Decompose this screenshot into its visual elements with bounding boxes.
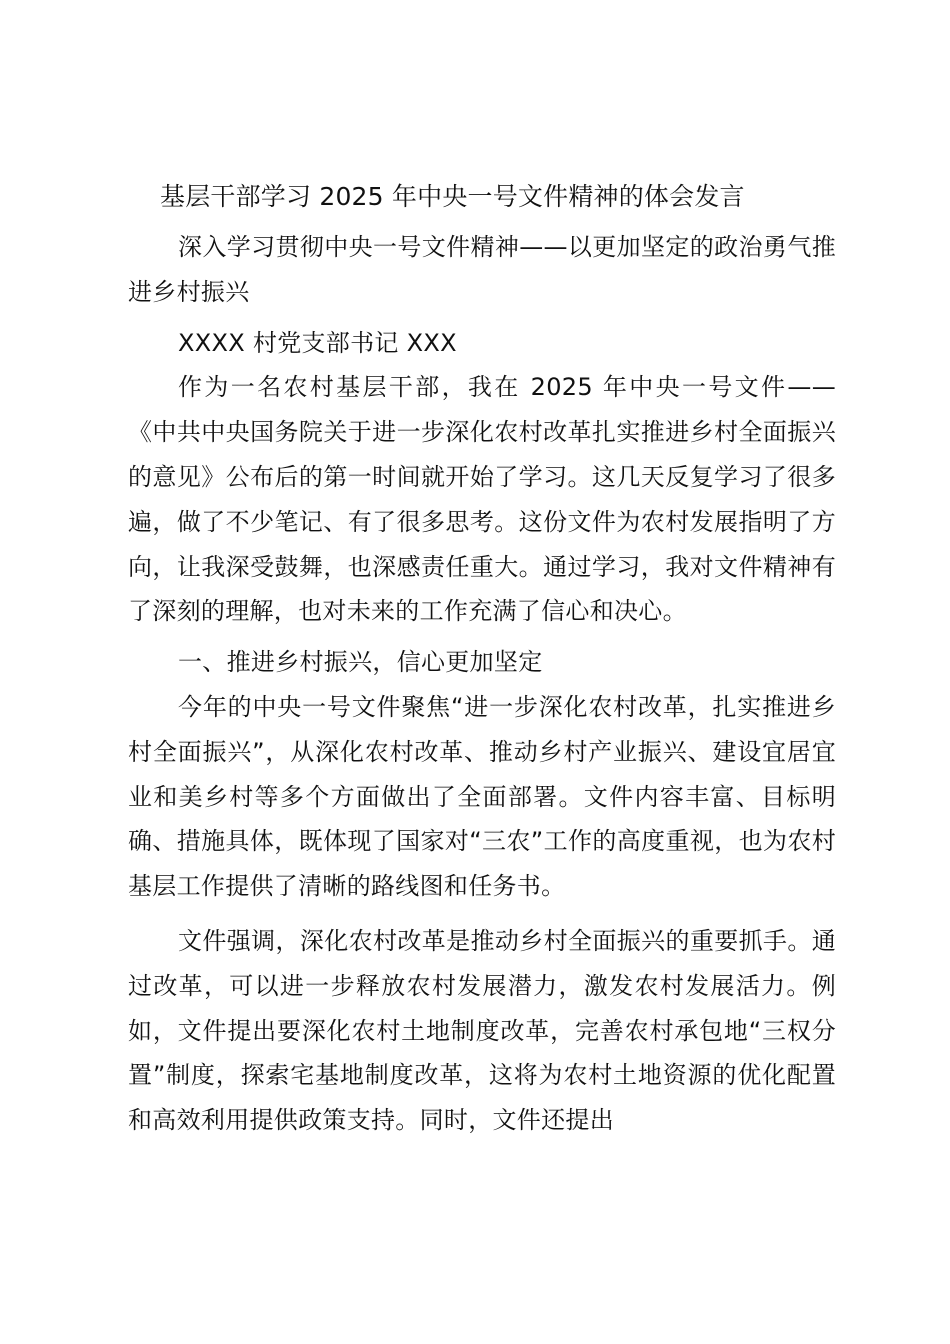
document-author: XXXX 村党支部书记 XXX [178,328,457,357]
paragraph-intro: 作为一名农村基层干部，我在 2025 年中央一号文件——《中共中央国务院关于进一步深化农村改革扎实推进乡村全面振兴的意见》公布后的第一时间就开始了学习。这几天反复学习了很多遍，做了不少笔记、有了很多思考。这份文件为农村发展指明了方向，让我深受鼓舞，也深感责任重大。通过学习，我对文件精神有了深刻的理解，也对未来的工作充满了信心和决心。 [128,373,836,626]
document-subtitle: 深入学习贯彻中央一号文件精神——以更加坚定的政治勇气推进乡村振兴 [128,233,836,306]
paragraph-body: 今年的中央一号文件聚焦“进一步深化农村改革，扎实推进乡村全面振兴”，从深化农村改革、推动乡村产业振兴、建设宜居宜业和美乡村等多个方面做出了全面部署。文件内容丰富、目标明确、措施具体，既体现了国家对“三农”工作的高度重视，也为农村基层工作提供了清晰的路线图和任务书。 [128,692,836,901]
paragraph-body: 文件强调，深化农村改革是推动乡村全面振兴的重要抓手。通过改革，可以进一步释放农村发展潜力，激发农村发展活力。例如，文件提出要深化农村土地制度改革，完善农村承包地“三权分置”制度，探索宅基地制度改革，这将为农村土地资源的优化配置和高效利用提供政策支持。同时，文件还提出 [128,926,836,1135]
document-body [128,175,836,1143]
section-heading: 一、推进乡村振兴，信心更加坚定 [178,648,543,677]
document-title: 基层干部学习 2025 年中央一号文件精神的体会发言 [160,182,745,211]
